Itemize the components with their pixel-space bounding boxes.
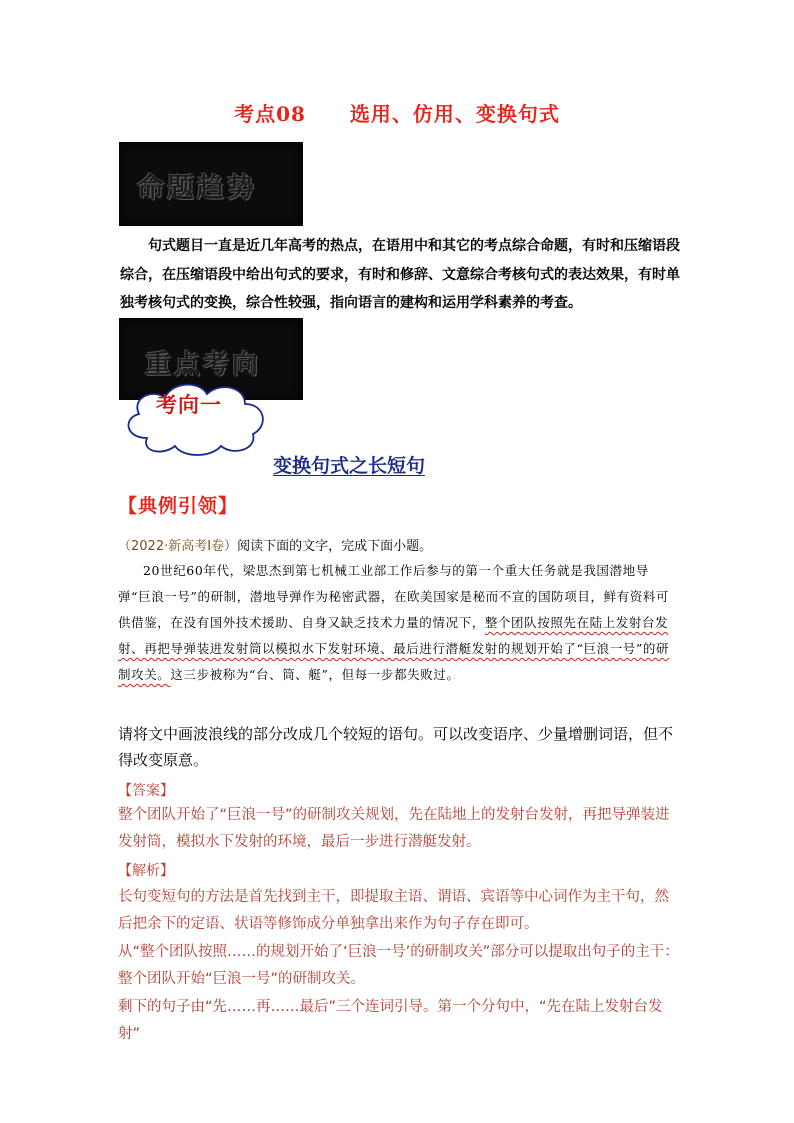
source-label: （2022·新高考Ⅰ卷） <box>118 539 238 554</box>
trend-banner <box>119 142 303 226</box>
title-code: 考点08 <box>234 102 306 126</box>
topic-heading: 变换句式之长短句 <box>273 455 426 477</box>
intro-paragraph: 句式题目一直是近几年高考的热点，在语用中和其它的考点综合命题，有时和压缩语段综合，在压缩语段中给出句式的要求，有时和修辞、文意综合考核句式的表达效果，有时单独考核句式的变换，综合性较强，指向语言的建构和运用学科素养的考查。 <box>120 238 680 311</box>
answer-tag: 【答案】 <box>118 783 174 799</box>
passage-text: 20世纪60年代，梁思杰到第七机械工业部工作后参与的第一个重大任务就是我国潜地导弹“巨浪一号”的研制，潜地导弹作为秘密武器，在欧美国家是秘而不宣的国防项目，鲜有资料可供借鉴，在没有国外技术援助、自身又缺乏技术力量的情况下， <box>118 563 670 630</box>
focus-banner-label: 重点考向 <box>145 350 262 380</box>
analysis-text-1: 长句变短句的方法是首先找到主干，即提取主语、谓语、宾语等中心词作为主干句，然后把余下的定语、状语等修饰成分单独拿出来作为句子存在即可。 <box>118 889 669 932</box>
title-name: 选用、仿用、变换句式 <box>349 102 560 126</box>
analysis-text-2: 从“整个团队按照……的规划开始了‘巨浪一号’的研制攻关”部分可以提取出句子的主干：整个团队开始“巨浪一号”的研制攻关。 <box>118 944 679 987</box>
question-text: 请将文中画波浪线的部分改成几个较短的语句。可以改变语序、少量增删词语，但不得改变原意。 <box>118 725 674 769</box>
page-title <box>0 98 794 127</box>
analysis-tag: 【解析】 <box>118 863 174 879</box>
passage-tail: 这三步被称为“台、筒、艇”，但每一步都失败过。 <box>170 667 460 682</box>
example-heading: 【典例引领】 <box>118 495 239 517</box>
passage-wavy-text: 整个团队按照先在陆上发射台发射、再把导弹装进发射筒以模拟水下发射环境、最后进行潜艇发射的规划开始了“巨浪一号”的研制攻关。 <box>118 615 670 682</box>
reading-passage <box>118 558 680 688</box>
analysis-text-3: 剩下的句子由“先……再……最后”三个连词引导。第一个分句中，“先在陆上发射台发射” <box>118 999 663 1042</box>
cloud-label: 考向一 <box>156 392 222 417</box>
answer-text: 整个团队开始了“巨浪一号”的研制攻关规划，先在陆地上的发射台发射，再把导弹装进发射筒，模拟水下发射的环境，最后一步进行潜艇发射。 <box>118 807 670 850</box>
source-line <box>118 535 432 554</box>
source-instruction: 阅读下面的文字，完成下面小题。 <box>237 539 433 554</box>
trend-banner-label: 命题趋势 <box>137 173 257 204</box>
